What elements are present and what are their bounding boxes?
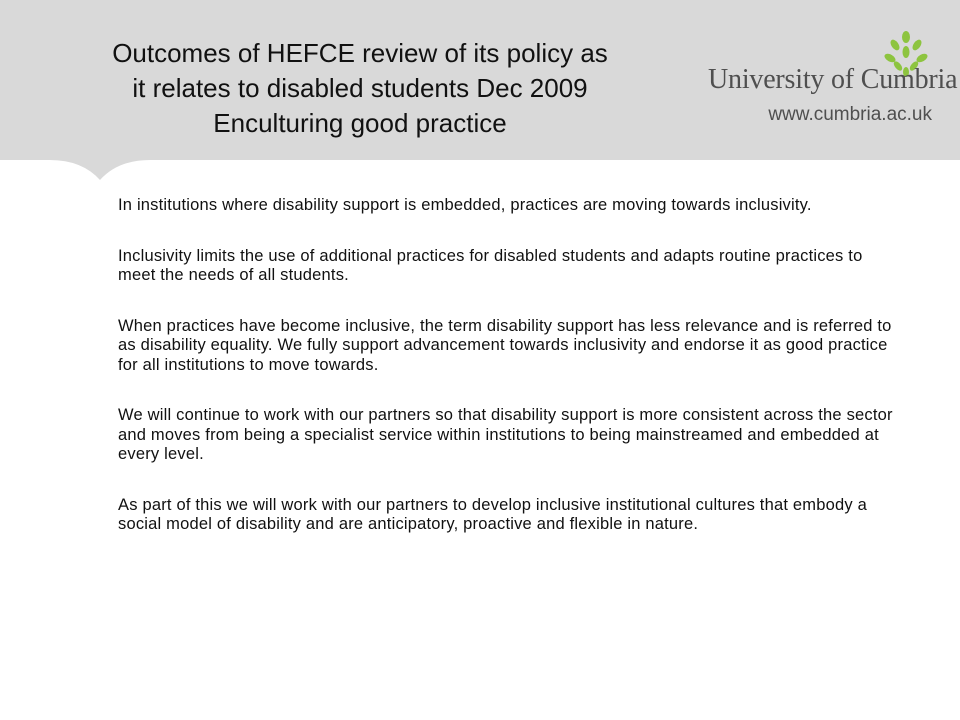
title-line-3: Enculturing good practice bbox=[213, 108, 507, 138]
paragraph-3: When practices have become inclusive, the term disability support has less relevance and is referred to as disability equality. We fully support advancement towards inclusivity and endorse it as good practice for all institutions to move towards. bbox=[118, 316, 892, 374]
title-line-1: Outcomes of HEFCE review of its policy as bbox=[112, 38, 608, 68]
paragraph-4: We will continue to work with our partners so that disability support is more consistent across the sector and moves from being a specialist service within institutions to being mainstreamed and embedded at every level. bbox=[118, 406, 893, 463]
slide-body bbox=[118, 196, 898, 566]
paragraph-1: In institutions where disability support is embedded, practices are moving towards inclusivity. bbox=[118, 196, 812, 214]
university-logo bbox=[700, 30, 958, 130]
logo-name: University of Cumbria bbox=[708, 64, 958, 95]
logo-url: www.cumbria.ac.uk bbox=[768, 104, 932, 125]
title-line-2: it relates to disabled students Dec 2009 bbox=[132, 73, 588, 103]
paragraph-2: Inclusivity limits the use of additional practices for disabled students and adapts routine practices to meet the needs of all students. bbox=[118, 246, 863, 284]
paragraph-5: As part of this we will work with our partners to develop inclusive institutional cultures that embody a social model of disability and are anticipatory, proactive and flexible in nature. bbox=[118, 495, 867, 533]
slide-title bbox=[40, 36, 680, 141]
